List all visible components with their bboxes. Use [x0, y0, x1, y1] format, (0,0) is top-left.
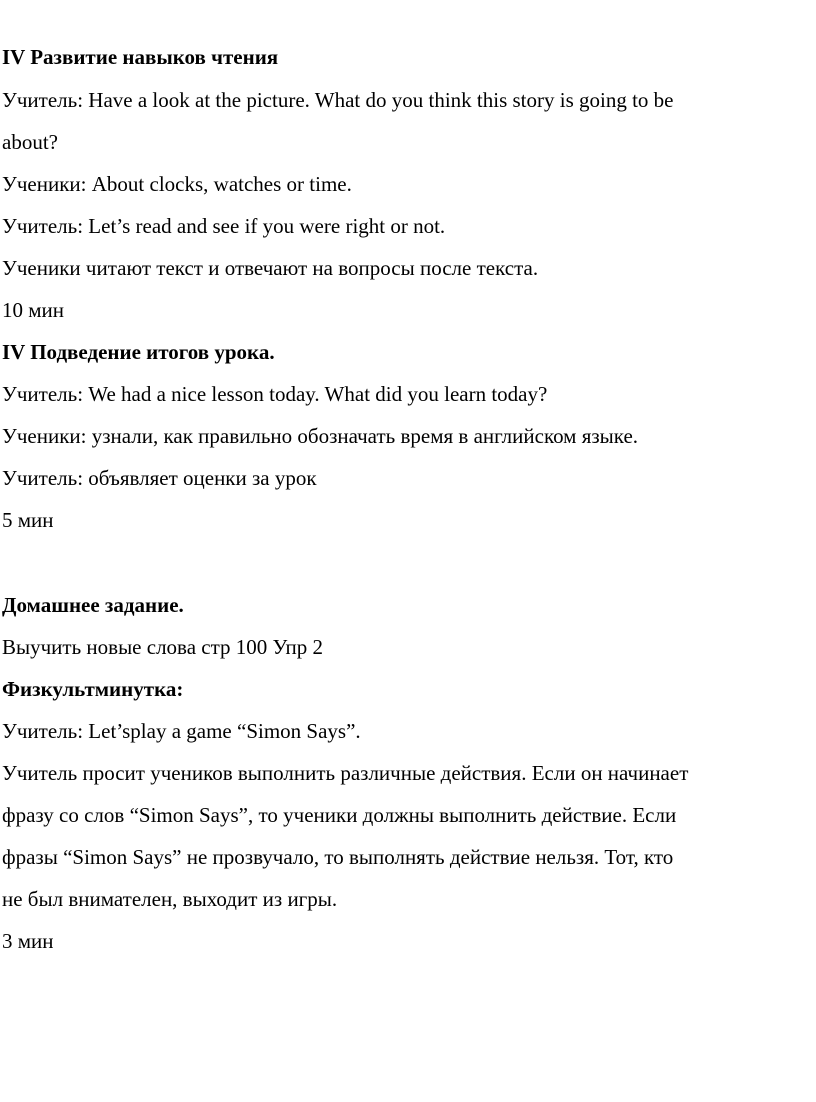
reading-section-heading: IV Развитие навыков чтения	[2, 45, 279, 69]
summary-teacher-line: Учитель: We had a nice lesson today. What did you learn today?	[2, 382, 548, 406]
homework-line: Выучить новые слова стр 100 Упр 2	[2, 635, 324, 659]
reading-teacher-line-2: Учитель: Let’s read and see if you were right or not.	[2, 214, 446, 238]
exercise-description-line-1: Учитель просит учеников выполнить различные действия. Если он начинает	[2, 761, 689, 785]
summary-time: 5 мин	[2, 508, 54, 532]
exercise-teacher-line: Учитель: Let’splay a game “Simon Says”.	[2, 719, 361, 743]
reading-students-line: Ученики: About clocks, watches or time.	[2, 172, 352, 196]
summary-teacher-line-2: Учитель: объявляет оценки за урок	[2, 466, 317, 490]
summary-students-line: Ученики: узнали, как правильно обозначать время в английском языке.	[2, 424, 639, 448]
exercise-time: 3 мин	[2, 929, 54, 953]
reading-teacher-line: Учитель: Have a look at the picture. What do you think this story is going to be	[2, 88, 674, 112]
exercise-description-line-2: фразу со слов “Simon Says”, то ученики должны выполнить действие. Если	[2, 803, 677, 827]
summary-section-heading: IV Подведение итогов урока.	[2, 340, 275, 364]
reading-teacher-line-cont: about?	[2, 130, 58, 154]
homework-heading: Домашнее задание.	[2, 593, 184, 617]
exercise-heading: Физкультминутка:	[2, 677, 184, 701]
exercise-description-line-3: фразы “Simon Says” не прозвучало, то выполнять действие нельзя. Тот, кто	[2, 845, 674, 869]
reading-time: 10 мин	[2, 298, 65, 322]
exercise-description-line-4: не был внимателен, выходит из игры.	[2, 887, 338, 911]
reading-activity-line: Ученики читают текст и отвечают на вопросы после текста.	[2, 256, 539, 280]
